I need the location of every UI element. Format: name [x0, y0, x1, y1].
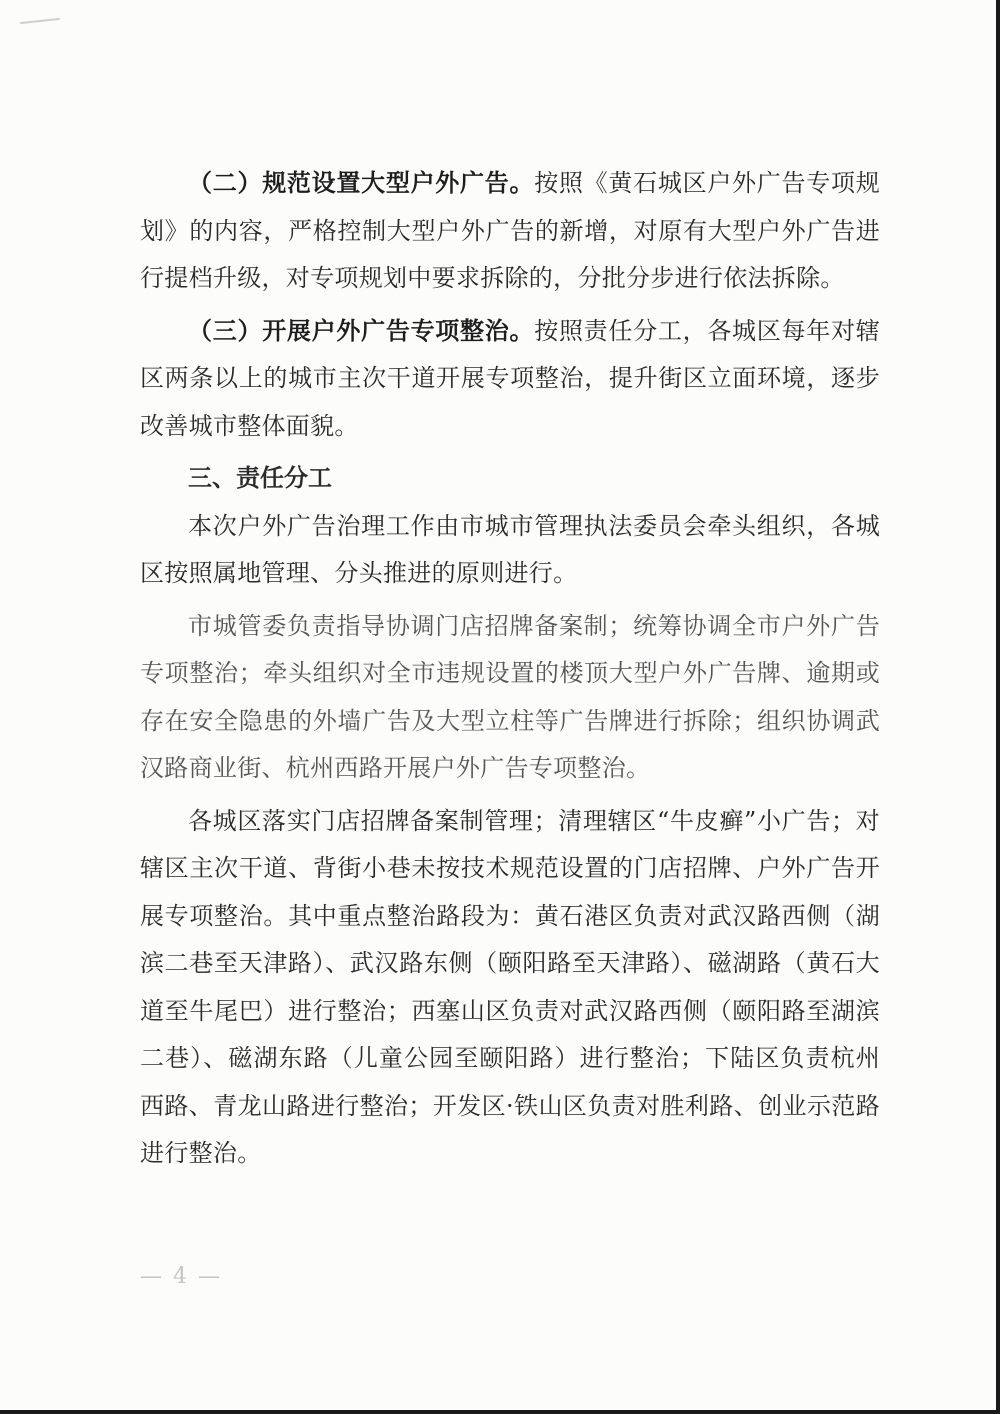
section-three-body: 按照责任分工，各城区每年对辖区两条以上的城市主次干道开展专项整治，提升街区立面环境，逐步改善城市整体面貌。 — [140, 316, 880, 440]
section-two-lead: （二）规范设置大型户外广告。 — [188, 169, 535, 197]
paragraph-section-three — [140, 308, 880, 451]
paragraph-organization: 本次户外广告治理工作由市城市管理执法委员会牵头组织，各城区按照属地管理、分头推进的原则进行。 — [140, 511, 880, 587]
scan-edge-bottom — [0, 1410, 1000, 1414]
section-three-lead: （三）开展户外广告专项整治。 — [188, 316, 535, 345]
heading-responsibilities: 三、责任分工 — [188, 464, 332, 492]
section-two-body: 按照《黄石城区户外广告专项规划》的内容，严格控制大型户外广告的新增，对原有大型户外广告进行提档升级，对专项规划中要求拆除的，分批分步进行依法拆除。 — [140, 169, 880, 292]
paragraph-section-two — [140, 160, 880, 303]
document-body — [140, 160, 880, 1183]
paragraph-city-committee: 市城管委负责指导协调门店招牌备案制；统筹协调全市户外广告专项整治；牵头组织对全市违规设置的楼顶大型户外广告牌、逾期或存在安全隐患的外墙广告及大型立柱等广告牌进行拆除；组织协调武汉路商业街、杭州西路开展户外广告专项整治。 — [140, 611, 880, 782]
scan-mark — [20, 18, 60, 24]
paragraph-districts: 各城区落实门店招牌备案制管理；清理辖区“牛皮癣”小广告；对辖区主次干道、背街小巷未按技术规范设置的门店招牌、户外广告开展专项整治。其中重点整治路段为：黄石港区负责对武汉路西侧（湖滨二巷至天津路）、武汉路东侧（颐阳路至天津路）、磁湖路（黄石大道至牛尾巴）进行整治；西塞山区负责对武汉路西侧（颐阳路至湖滨二巷）、磁湖东路（儿童公园至颐阳路）进行整治；下陆区负责杭州西路、青龙山路进行整治；开发区·铁山区负责对胜利路、创业示范路进行整治。 — [140, 806, 880, 1167]
scan-edge-right — [996, 0, 1000, 1414]
page-number: — 4 — — [140, 1264, 222, 1289]
